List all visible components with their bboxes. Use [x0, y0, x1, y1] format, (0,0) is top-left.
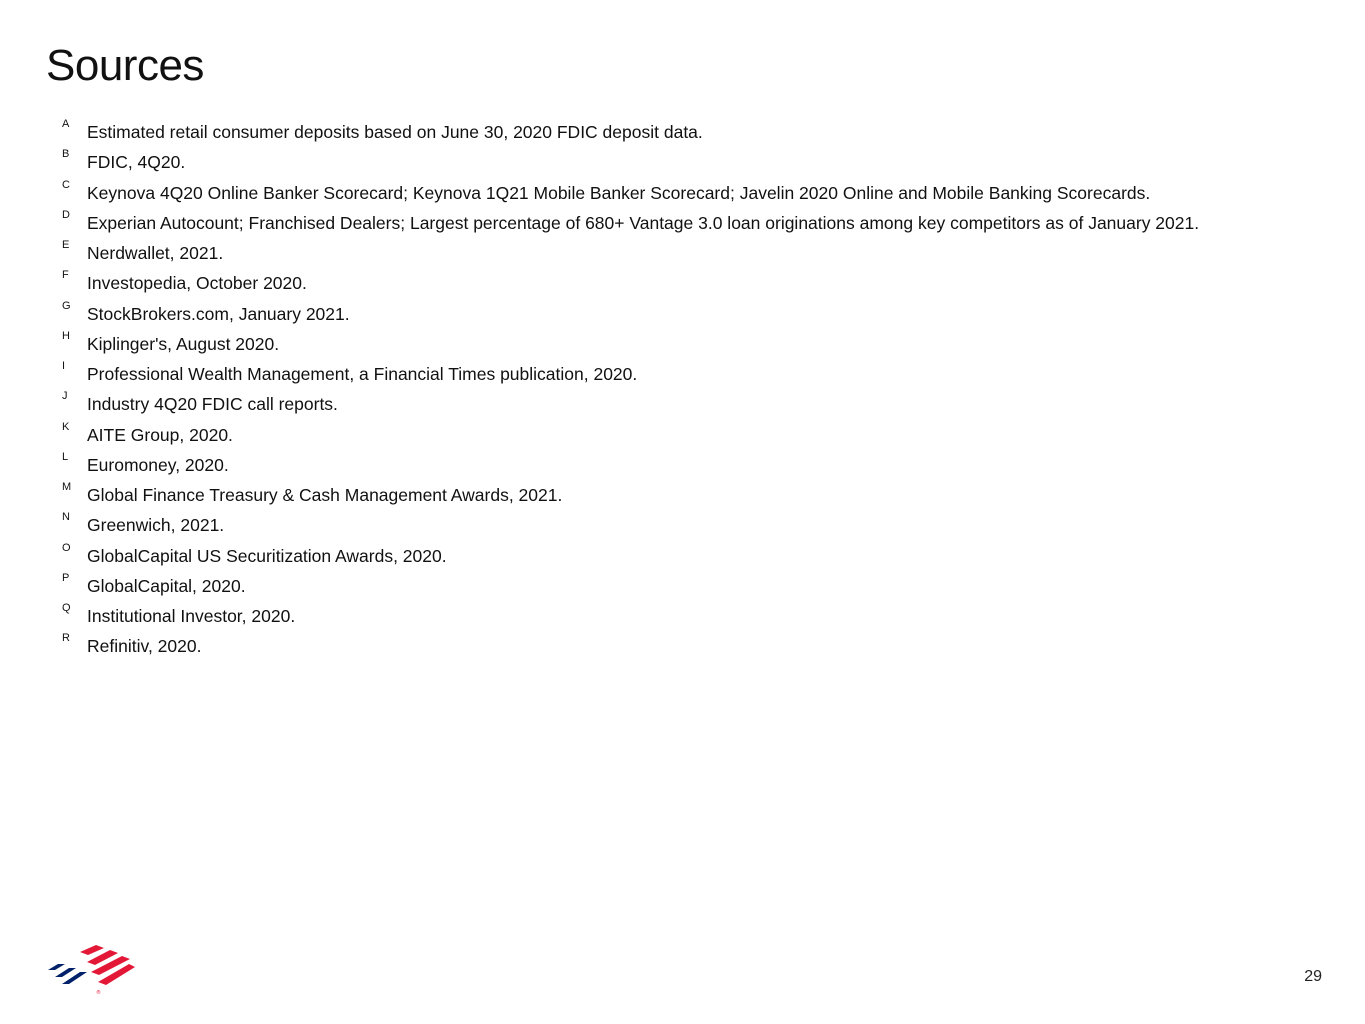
footnote-marker: M: [62, 481, 72, 493]
source-text: Keynova 4Q20 Online Banker Scorecard; Keynova 1Q21 Mobile Banker Scorecard; Javelin 2020 Online and Mobile Banking Scorecards.: [87, 182, 1151, 203]
source-text: AITE Group, 2020.: [87, 424, 233, 445]
source-text: Professional Wealth Management, a Financial Times publication, 2020.: [87, 364, 638, 384]
source-text: Kiplinger's, August 2020.: [87, 333, 280, 354]
source-text: GlobalCapital, 2020.: [87, 575, 246, 596]
source-text: Industry 4Q20 FDIC call reports.: [87, 394, 338, 415]
footnote-marker: H: [62, 329, 70, 342]
source-text: Estimated retail consumer deposits based on June 30, 2020 FDIC deposit data.: [87, 122, 703, 142]
source-text: Refinitiv, 2020.: [87, 636, 202, 657]
source-text: Nerdwallet, 2021.: [87, 243, 224, 263]
footnote-marker: P: [62, 571, 70, 584]
footnote-marker: A: [62, 118, 70, 130]
footnote-marker: N: [62, 511, 70, 524]
source-text: Global Finance Treasury & Cash Management Awards, 2021.: [87, 485, 563, 505]
page-title: Sources: [46, 41, 204, 90]
footnote-marker: L: [62, 450, 69, 463]
svg-text:®: ®: [96, 990, 101, 996]
source-text: GlobalCapital US Securitization Awards, 2020.: [87, 545, 447, 566]
footnote-marker: O: [62, 541, 71, 554]
footnote-marker: G: [62, 299, 71, 312]
footnote-marker: I: [62, 360, 66, 372]
footnote-marker: F: [62, 269, 69, 282]
flag-logo-icon: [46, 944, 136, 996]
source-text: Experian Autocount; Franchised Dealers; Largest percentage of 680+ Vantage 3.0 loan originations among key competitors as of January 2021.: [87, 212, 1200, 233]
source-text: Investopedia, October 2020.: [87, 273, 307, 294]
source-text: StockBrokers.com, January 2021.: [87, 303, 350, 324]
footnote-marker: D: [62, 208, 70, 221]
source-text: Euromoney, 2020.: [87, 454, 229, 475]
source-text: FDIC, 4Q20.: [87, 152, 186, 173]
footnote-marker: K: [62, 420, 70, 433]
footnote-marker: C: [62, 178, 70, 191]
footnote-marker: R: [62, 632, 70, 645]
footnote-marker: E: [62, 239, 70, 251]
footnote-marker: Q: [62, 602, 71, 614]
page-number: 29: [1304, 968, 1322, 985]
source-text: Greenwich, 2021.: [87, 515, 225, 536]
footnote-marker: B: [62, 148, 70, 161]
footnote-marker: J: [62, 390, 68, 403]
source-text: Institutional Investor, 2020.: [87, 606, 296, 626]
